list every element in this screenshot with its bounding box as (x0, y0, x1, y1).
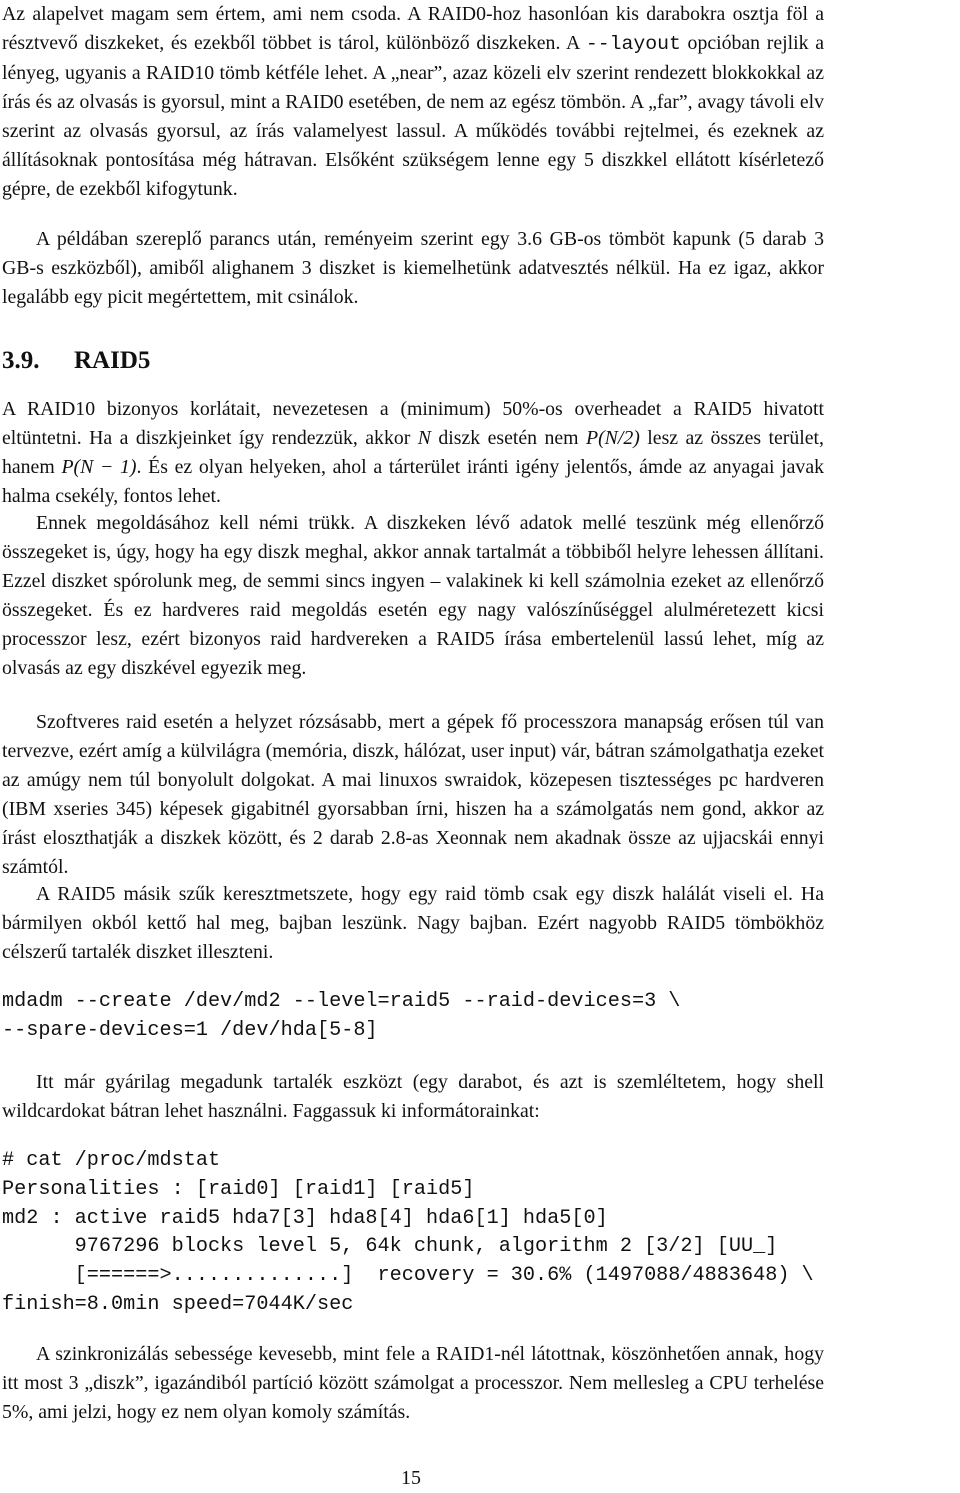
text-run: . És ez olyan helyeken, ahol a tárterület iránti igény jelentős, ámde az anyagai javak halma csekély, fontos lehet. (2, 456, 824, 507)
paragraph-sync-speed: A szinkronizálás sebessége kevesebb, mint fele a RAID1-nél látottnak, köszönhetően annak, hogy itt most 3 „diszk”, igazándiból partíció között számolgat a processzor. Nem mellesleg a CPU terhelése 5%, ami jelzi, hogy ez nem olyan komoly számítás. (2, 1343, 824, 1423)
paragraph-raid10-layout (2, 0, 824, 204)
paragraph-example-result: A példában szereplő parancs után, reményeim szerint egy 3.6 GB-os tömböt kapunk (5 darab 3 GB-s eszközből), amiből alighanem 3 diszket is kiemelhetünk adatvesztés nélkül. Ha ez igaz, akkor legalább egy picit megértettem, mit csinálok. (2, 228, 824, 308)
text-run: Az alapelvet magam sem értem, ami nem csoda. A RAID0-hoz hasonlóan kis darabokra osztja föl a résztvevő diszkeket, és ezekből többet is tárol, különböző diszkeken. A (2, 3, 824, 54)
paragraph-spare-disk: A RAID5 másik szűk keresztmetszete, hogy egy raid tömb csak egy diszk halálát viseli el. Ha bármilyen okból kettő hal meg, bajban leszünk. Nagy bajban. Ezért nagyobb RAID5 tömbökhöz célszerű tartalék diszket illeszteni. (2, 883, 824, 963)
page-number: 15 (401, 1467, 421, 1489)
section-title: RAID5 (74, 347, 151, 374)
paragraph-raid5-intro (2, 395, 824, 511)
inline-code-layout: --layout (585, 33, 681, 55)
text-run: opcióban rejlik a lényeg, ugyanis a RAID10 tömb kétféle lehet. A „near”, azaz közeli elv szerint rendezett blokkokkal az írás és az olvasás is gyorsul, mint a RAID0 esetében, de nem az egész tömbön. A „far”, avagy távoli elv szerint az olvasás gyorsul, az írás valamelyest lassul. A működés további rejtelmei, és ezeknek az állításoknak pontosítása még hátravan. Elsőként szükségem lenne egy 5 diszkkel ellátott kísérletező gépre, de ezekből kifogytunk. (2, 32, 824, 200)
text-run: A RAID10 bizonyos korlátait, nevezetesen a (minimum) 50%-os overheadet a RAID5 hivatott eltüntetni. Ha a diszkjeinket így rendezzük, akkor (2, 398, 824, 449)
code-block-mdstat: # cat /proc/mdstat Personalities : [raid0] [raid1] [raid5] md2 : active raid5 hda7[3] hda8[4] hda6[1] hda5[0] 9767296 blocks level 5, 64k chunk, algorithm 2 [3/2] [UU_] [======>..............] recovery = 30.6% (1497088/4883648) \ finish=8.0min speed=7044K/sec (2, 1149, 814, 1316)
text-run: lesz az összes terület, hanem (2, 427, 824, 478)
math-p-n-minus-one: P(N − 1) (61, 456, 137, 478)
section-number: 3.9. (2, 347, 40, 374)
text-run: diszk esetén nem (430, 427, 587, 449)
paragraph-software-raid: Szoftveres raid esetén a helyzet rózsásabb, mert a gépek fő processzora manapság erősen túl van tervezve, ezért amíg a külvilágra (memória, diszk, hálózat, user input) vár, bátran számolgathatja ezeket az amúgy nem túl bonyolult dolgokat. A mai linuxos swraidok, közepesen tisztességes pc hardveren (IBM xseries 345) képesek gigabitnél gyorsabban írni, hiszen ha a számolgatás nem gond, akkor az írást eloszthatják a diszkek között, és 2 darab 2.8-as Xeonnak nem akadnak össze az ujjacskái ennyi számtól. (2, 711, 824, 878)
section-heading (2, 345, 150, 377)
code-block-mdadm-create: mdadm --create /dev/md2 --level=raid5 --raid-devices=3 \ --spare-devices=1 /dev/hda[5-8] (2, 990, 681, 1042)
math-p-n-half: P(N/2) (586, 427, 640, 449)
paragraph-checksum: Ennek megoldásához kell némi trükk. A diszkeken lévő adatok mellé teszünk még ellenőrző összegeket is, úgy, hogy ha egy diszk meghal, akkor annak tartalmát a többiből helyre lehessen állítani. Ezzel diszket spórolunk meg, de semmi sincs ingyen – valakinek ki kell számolnia ezeket az ellenőrző összegeket. És ez hardveres raid megoldás esetén egy nagy valószínűséggel alulméretezett kicsi processzor lesz, ezért bizonyos raid hardvereken a RAID5 írása embertelenül lassú lehet, míg az olvasás az egy diszkével egyezik meg. (2, 512, 824, 679)
paragraph-spare-explain: Itt már gyárilag megadunk tartalék eszközt (egy darabot, és azt is szemléltetem, hogy shell wildcardokat bátran lehet használni. Faggassuk ki informátorainkat: (2, 1071, 824, 1122)
math-n: N (417, 427, 431, 449)
